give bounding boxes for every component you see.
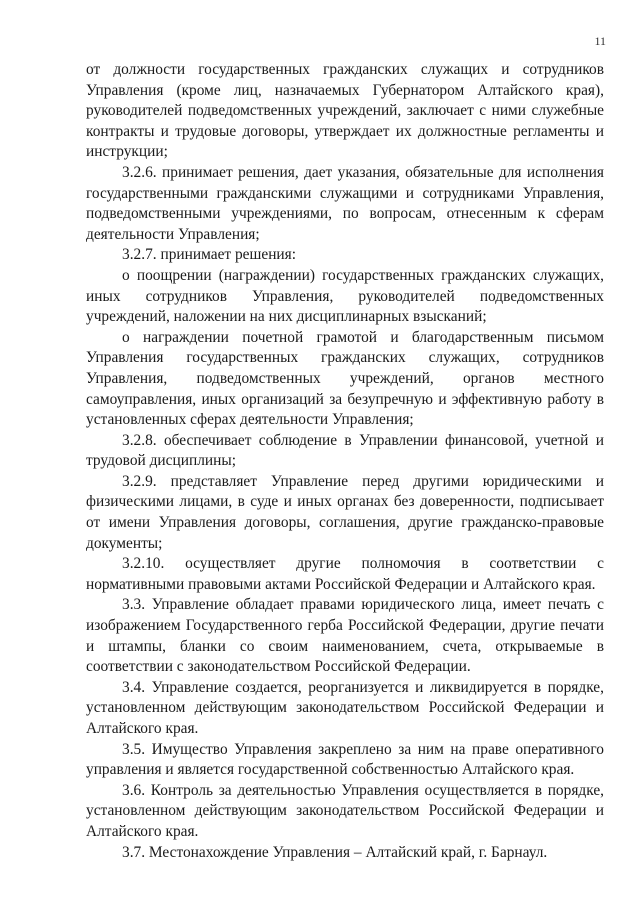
paragraph-3-7: 3.7. Местонахождение Управления – Алтайский край, г. Барнаул. [122, 843, 548, 861]
paragraph-awards: о награждении почетной грамотой и благодарственным письмом Управления государственных гражданских служащих, сотрудников Управления, подведомственных учреждений, органов местного самоуправления, иных организаций за безупречную и эффективную работу в установленных сферах деятельности Управления; [86, 328, 604, 429]
paragraph-encouragement: о поощрении (награждении) государственных гражданских служащих, иных сотрудников Управления, руководителей подведомственных учреждений, наложении на них дисциплинарных взысканий; [86, 266, 604, 326]
document-body [86, 60, 604, 863]
paragraph-3-2-9: 3.2.9. представляет Управление перед другими юридическими и физическими лицами, в суде и иных органах без доверенности, подписывает от имени Управления договоры, соглашения, другие гражданско-правовые документы; [86, 472, 604, 552]
paragraph-3-5: 3.5. Имущество Управления закреплено за ним на праве оперативного управления и является государственной собственностью Алтайского края. [86, 740, 604, 779]
paragraph-continuation: от должности государственных гражданских служащих и сотрудников Управления (кроме лиц, назначаемых Губернатором Алтайского края), руководителей подведомственных учреждений, заключает с ними служебные контракты и трудовые договоры, утверждает их должностные регламенты и инструкции; [86, 61, 604, 161]
page-number: 11 [594, 34, 606, 48]
paragraph-3-3: 3.3. Управление обладает правами юридического лица, имеет печать с изображением Государственного герба Российской Федерации, другие печати и штампы, бланки со своим наименованием, счета, открываемые в соответствии с законодательством Российской Федерации. [86, 596, 604, 676]
paragraph-3-6: 3.6. Контроль за деятельностью Управления осуществляется в порядке, установленном действующим законодательством Российской Федерации и Алтайского края. [86, 781, 604, 840]
paragraph-3-2-7: 3.2.7. принимает решения: [122, 246, 297, 264]
paragraph-3-2-10: 3.2.10. осуществляет другие полномочия в соответствии с нормативными правовыми актами Российской Федерации и Алтайского края. [86, 555, 604, 593]
paragraph-3-2-8: 3.2.8. обеспечивает соблюдение в Управлении финансовой, учетной и трудовой дисциплины; [86, 431, 604, 470]
paragraph-3-2-6: 3.2.6. принимает решения, дает указания, обязательные для исполнения государственными гражданскими служащими и сотрудниками Управления, подведомственными учреждениями, по вопросам, отнесенным к сферам деятельности Управления; [86, 163, 604, 243]
paragraph-3-4: 3.4. Управление создается, реорганизуется и ликвидируется в порядке, установленном действующим законодательством Российской Федерации и Алтайского края. [86, 678, 604, 737]
